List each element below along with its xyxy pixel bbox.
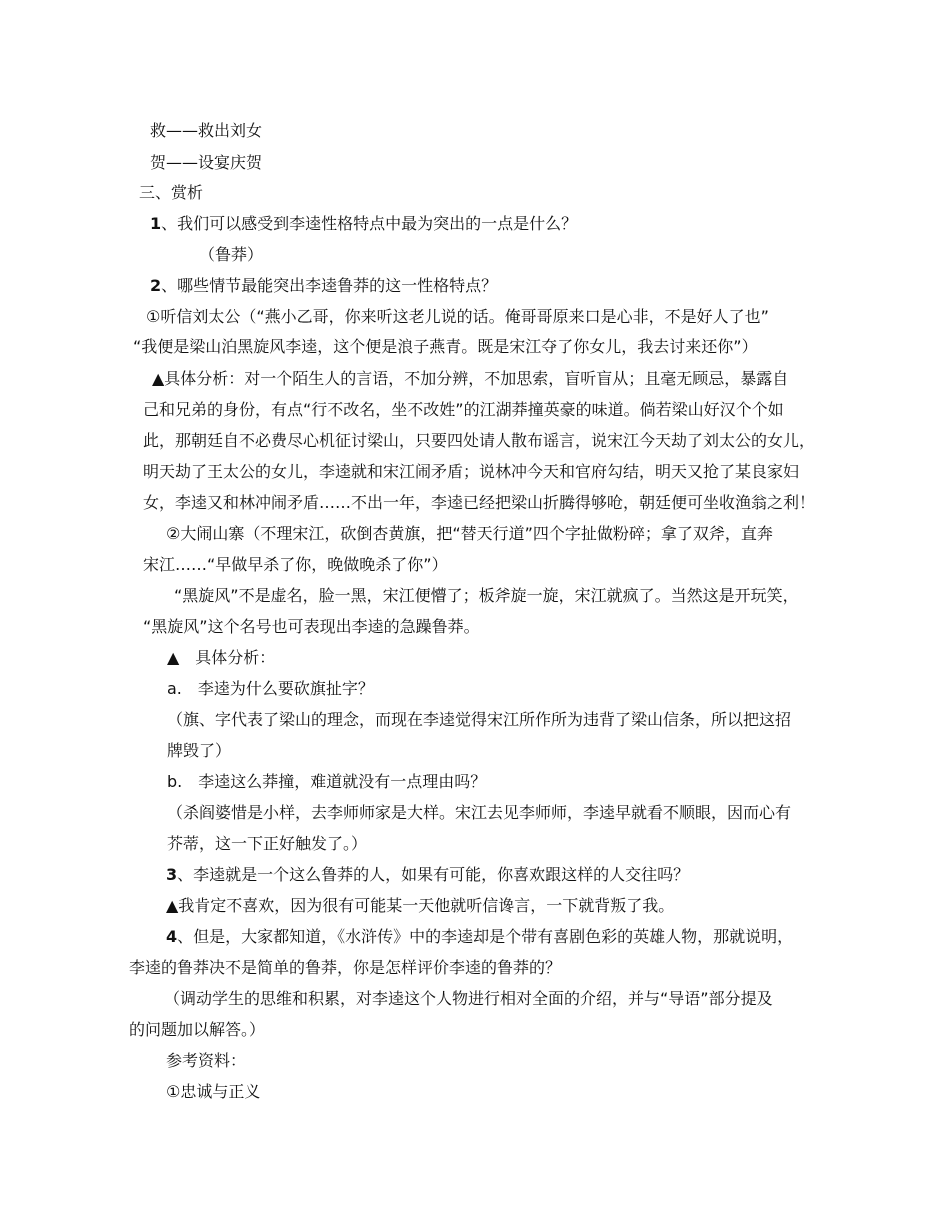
analysis-2-heading: ▲ 具体分析：	[167, 648, 276, 667]
question-text: 、哪些情节最能突出李逵鲁莽的这一性格特点？	[161, 276, 498, 295]
plot-point-1-cont: “我便是梁山泊黑旋风李逵，这个便是浪子燕青。既是宋江夺了你女儿，我去讨来还你”）	[133, 337, 758, 356]
question-text: 、但是，大家都知道，《水浒传》中的李逵却是个带有喜剧色彩的英雄人物，那就说明，	[177, 927, 794, 946]
question-number: 2	[150, 276, 162, 295]
text-line-he: 贺——设宴庆贺	[150, 153, 263, 172]
question-number: 3	[166, 865, 178, 884]
answer-4-cont: 的问题加以解答。）	[129, 1020, 266, 1039]
remark-line-1: “黑旋风”不是虚名，脸一黑，宋江便懵了；板斧旋一旋，宋江就疯了。当然这是开玩笑，	[174, 586, 799, 605]
analysis-1-line-4: 明天劫了王太公的女儿，李逵就和宋江闹矛盾；说林冲今天和官府勾结，明天又抢了某良家妇	[143, 462, 800, 481]
question-4	[166, 927, 793, 947]
question-number: 4	[166, 927, 178, 946]
question-text: 、李逵就是一个这么鲁莽的人，如果有可能，你喜欢跟这样的人交往吗？	[177, 865, 690, 884]
analysis-1-line-1: ▲具体分析：对一个陌生人的言语，不加分辨，不加思索，盲听盲从；且毫无顾忌，暴露自	[152, 369, 789, 388]
sub-question-a: a. 李逵为什么要砍旗扯字？	[167, 679, 374, 698]
analysis-1-line-3: 此，那朝廷自不必费尽心机征讨梁山，只要四处请人散布谣言，说宋江今天劫了刘太公的女儿，	[143, 431, 816, 450]
reference-item-1: ①忠诚与正义	[166, 1082, 261, 1101]
sub-answer-a: （旗、字代表了梁山的理念，而现在李逵觉得宋江所作所为违背了梁山信条，所以把这招	[167, 710, 792, 729]
sub-answer-b-cont: 芥蒂，这一下正好触发了。）	[167, 834, 368, 853]
remark-line-2: “黑旋风”这个名号也可表现出李逵的急躁鲁莽。	[143, 617, 480, 636]
text-line-jiu: 救——救出刘女	[150, 121, 263, 140]
sub-question-b: b. 李逵这么莽撞，难道就没有一点理由吗？	[167, 772, 487, 791]
sub-answer-b: （杀阎婆惜是小样，去李师师家是大样。宋江去见李师师，李逵早就看不顺眼，因而心有	[167, 803, 792, 822]
question-text: 、我们可以感受到李逵性格特点中最为突出的一点是什么？	[161, 214, 578, 233]
question-2	[150, 276, 497, 296]
plot-point-1: ①听信刘太公（“燕小乙哥，你来听这老儿说的话。俺哥哥原来口是心非，不是好人了也”	[146, 307, 769, 326]
answer-4: （调动学生的思维和积累，对李逵这个人物进行相对全面的介绍，并与“导语”部分提及	[164, 989, 773, 1008]
reference-heading: 参考资料：	[166, 1051, 247, 1070]
plot-point-2-cont: 宋江……“早做早杀了你，晚做晚杀了你”）	[143, 555, 448, 574]
question-number: 1	[150, 214, 162, 233]
question-3	[166, 865, 689, 885]
answer-3: ▲我肯定不喜欢，因为很有可能某一天他就听信谗言，一下就背叛了我。	[166, 896, 675, 915]
question-4-cont: 李逵的鲁莽决不是简单的鲁莽，你是怎样评价李逵的鲁莽的？	[129, 958, 562, 977]
answer-1: （鲁莽）	[199, 245, 264, 264]
analysis-1-line-2: 己和兄弟的身份，有点“行不改名，坐不改姓”的江湖莽撞英豪的味道。倘若梁山好汉个个如	[143, 400, 784, 419]
analysis-1-line-5: 女，李逵又和林冲闹矛盾……不出一年，李逵已经把梁山折腾得够呛，朝廷便可坐收渔翁之利！	[143, 493, 816, 512]
sub-answer-a-cont: 牌毁了）	[167, 741, 232, 760]
section-heading-appreciation: 三、赏析	[139, 183, 204, 202]
question-1	[150, 214, 577, 234]
plot-point-2: ②大闹山寨（不理宋江，砍倒杏黄旗，把“替天行道”四个字扯做粉碎；拿了双斧，直奔	[166, 524, 773, 543]
